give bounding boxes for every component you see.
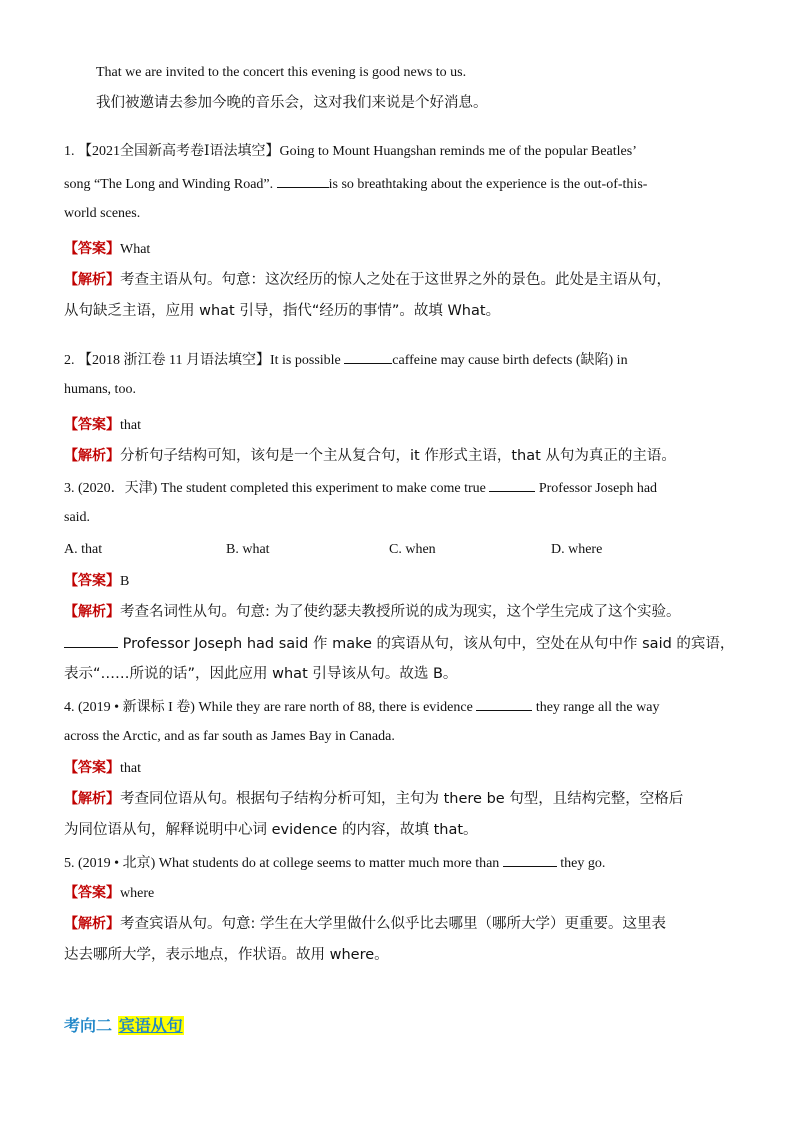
- q3-stem-line1-end: Professor Joseph had: [538, 481, 658, 496]
- q3-stem-line1-start: 3. (2020．天津) The student completed this experiment to make come true: [64, 481, 486, 496]
- q5-stem-line1-start: 5. (2019 • 北京) What students do at college seems to matter much more than: [64, 856, 500, 871]
- q2-analysis-line1: [64, 446, 676, 466]
- q3-blank: [489, 477, 535, 492]
- section-heading-title: 宾语从句: [118, 1016, 183, 1035]
- analysis-label: 【解析】: [64, 272, 120, 288]
- answer-label: 【答案】: [64, 885, 120, 901]
- q5-analysis-line1: [64, 914, 666, 934]
- example-chinese: 我们被邀请去参加今晚的音乐会，这对我们来说是个好消息。: [96, 95, 488, 111]
- q3-stem-line1: [64, 477, 657, 499]
- analysis-label: 【解析】: [64, 916, 120, 932]
- q2-stem-line1-start: 2. 【2018 浙江卷 11 月语法填空】It is possible: [64, 353, 341, 368]
- q3-analysis-line3: 表示“……所说的话”，因此应用 what 引导该从句。故选 B。: [64, 666, 458, 682]
- q2-answer-value: that: [120, 418, 141, 433]
- q4-stem-line1-start: 4. (2019 • 新课标 I 卷) While they are rare north of 88, there is evidence: [64, 700, 473, 715]
- q5-answer-value: where: [120, 886, 155, 901]
- example-english: That we are invited to the concert this evening is good news to us.: [96, 65, 467, 80]
- q5-answer: [64, 883, 154, 904]
- q1-answer-value: What: [120, 242, 151, 257]
- q2-analysis-text1: 分析句子结构可知，该句是一个主从复合句，it 作形式主语，that 从句为真正的主语。: [120, 448, 676, 464]
- q1-stem-line1: 1. 【2021全国新高考卷Ⅰ语法填空】Going to Mount Huangshan reminds me of the popular Beatles’: [64, 144, 637, 159]
- q1-analysis-line2: 从句缺乏主语，应用 what 引导，指代“经历的事情”。故填 What。: [64, 303, 501, 319]
- q1-stem-line2: [64, 173, 647, 195]
- q4-stem-line1-end: they range all the way: [535, 700, 660, 715]
- q1-analysis-line1: [64, 270, 671, 290]
- q1-stem-line2-start: song “The Long and Winding Road”.: [64, 177, 274, 192]
- section-heading: [64, 1013, 184, 1036]
- q3-analysis-blank: [64, 633, 118, 648]
- q4-analysis-line1: [64, 789, 683, 809]
- q3-options: [64, 540, 684, 560]
- q3-analysis-text1: 考查名词性从句。句意: 为了使约瑟夫教授所说的成为现实，这个学生完成了这个实验。: [120, 604, 681, 620]
- q1-stem-line2-end: is so breathtaking about the experience is the out-of-this-: [328, 177, 648, 192]
- q2-stem-line1-end: caffeine may cause birth defects (缺陷) in: [392, 353, 628, 368]
- q5-analysis-line2: 达去哪所大学，表示地点，作状语。故用 where。: [64, 947, 389, 963]
- q3-answer: [64, 571, 129, 592]
- q3-option-a: A. that: [64, 542, 103, 557]
- q3-analysis-line1: [64, 602, 681, 622]
- q4-analysis-text1: 考查同位语从句。根据句子结构分析可知，主句为 there be 句型，且结构完整，空格后: [120, 791, 684, 807]
- q1-blank: [277, 173, 329, 188]
- q3-analysis-text2: Professor Joseph had said 作 make 的宾语从句，该从句中，空处在从句中作 said 的宾语，: [122, 636, 735, 652]
- q3-option-d: D. where: [551, 542, 603, 557]
- answer-label: 【答案】: [64, 760, 120, 776]
- section-heading-prefix: 考向二: [64, 1016, 113, 1035]
- q3-answer-value: B: [120, 574, 130, 589]
- q1-stem-line3: world scenes.: [64, 206, 141, 221]
- analysis-label: 【解析】: [64, 604, 120, 620]
- q1-analysis-text1: 考查主语从句。句意：这次经历的惊人之处在于这世界之外的景色。此处是主语从句，: [120, 272, 671, 288]
- analysis-label: 【解析】: [64, 448, 120, 464]
- q5-stem-line1-end: they go.: [560, 856, 606, 871]
- q4-blank: [476, 696, 532, 711]
- q2-stem-line2: humans, too.: [64, 382, 136, 397]
- q1-answer: [64, 239, 150, 260]
- q4-stem-line2: across the Arctic, and as far south as James Bay in Canada.: [64, 729, 395, 744]
- q3-stem-line2: said.: [64, 510, 91, 525]
- q5-stem-line1: [64, 852, 605, 874]
- answer-label: 【答案】: [64, 573, 120, 589]
- q4-answer-value: that: [120, 761, 141, 776]
- q3-option-c: C. when: [389, 542, 436, 557]
- q5-analysis-text1: 考查宾语从句。句意: 学生在大学里做什么似乎比去哪里（哪所大学）更重要。这里表: [120, 916, 666, 932]
- answer-label: 【答案】: [64, 417, 120, 433]
- q4-stem-line1: [64, 696, 659, 718]
- q2-stem-line1: [64, 349, 628, 371]
- q3-analysis-line2: [64, 633, 734, 654]
- q2-blank: [344, 349, 392, 364]
- answer-label: 【答案】: [64, 241, 120, 257]
- q3-option-b: B. what: [226, 542, 270, 557]
- q2-answer: [64, 415, 141, 436]
- q4-analysis-line2: 为同位语从句，解释说明中心词 evidence 的内容，故填 that。: [64, 822, 478, 838]
- analysis-label: 【解析】: [64, 791, 120, 807]
- q5-blank: [503, 852, 557, 867]
- q4-answer: [64, 758, 141, 779]
